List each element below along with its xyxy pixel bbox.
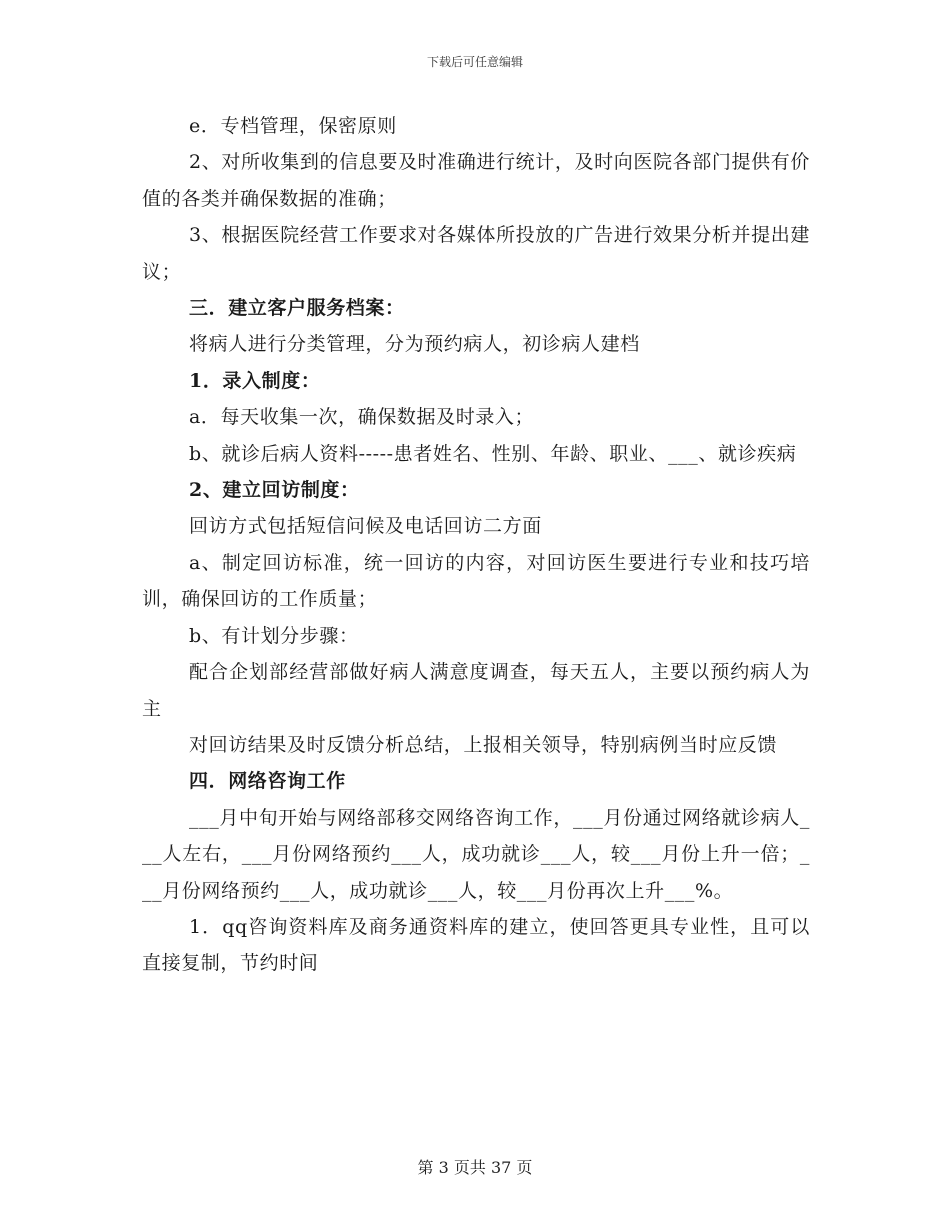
paragraph-statistics: 2、对所收集到的信息要及时准确进行统计，及时向医院各部门提供有价值的各类并确保数据的准确； bbox=[142, 151, 810, 210]
paragraph-online-stats: ___月中旬开始与网络部移交网络咨询工作，___月份通过网络就诊病人___人左右，___月份网络预约___人，成功就诊___人，较___月份上升一倍；___月份网络预约___人，成功就诊___人，较___月份再次上升___%。 bbox=[142, 806, 810, 902]
subheading-entry-system: 1．录入制度： bbox=[189, 369, 321, 392]
paragraph-followup-methods: 回访方式包括短信问候及电话回访二方面 bbox=[189, 515, 542, 538]
paragraph-satisfaction-survey: 配合企划部经营部做好病人满意度调查，每天五人，主要以预约病人为主 bbox=[142, 661, 810, 720]
page-header: 下载后可任意编辑 bbox=[426, 55, 523, 69]
paragraph-followup-standard: a、制定回访标准，统一回访的内容，对回访医生要进行专业和技巧培训，确保回访的工作质量； bbox=[142, 551, 810, 611]
paragraph-planned-steps: b、有计划分步骤： bbox=[189, 624, 359, 647]
document-body bbox=[142, 108, 810, 982]
section-heading-customer-archive: 三．建立客户服务档案： bbox=[189, 297, 405, 320]
paragraph-ad-analysis: 3、根据医院经营工作要求对各媒体所投放的广告进行效果分析并提出建议； bbox=[142, 224, 810, 283]
paragraph-daily-collection: a．每天收集一次，确保数据及时录入； bbox=[189, 406, 535, 429]
paragraph-patient-data: b、就诊后病人资料-----患者姓名、性别、年龄、职业、___、就诊疾病 bbox=[189, 442, 797, 465]
page-footer: 第 3 页共 37 页 bbox=[417, 1158, 533, 1177]
paragraph-qq-database: 1．qq咨询资料库及商务通资料库的建立，使回答更具专业性，且可以直接复制，节约时间 bbox=[142, 915, 810, 975]
subheading-followup-system: 2、建立回访制度： bbox=[189, 479, 360, 502]
paragraph-e-archive: e．专档管理，保密原则 bbox=[189, 115, 397, 137]
paragraph-classification: 将病人进行分类管理，分为预约病人，初诊病人建档 bbox=[189, 333, 640, 356]
section-heading-online-consult: 四．网络咨询工作 bbox=[189, 770, 346, 793]
paragraph-feedback-summary: 对回访结果及时反馈分析总结，上报相关领导，特别病例当时应反馈 bbox=[189, 733, 778, 756]
